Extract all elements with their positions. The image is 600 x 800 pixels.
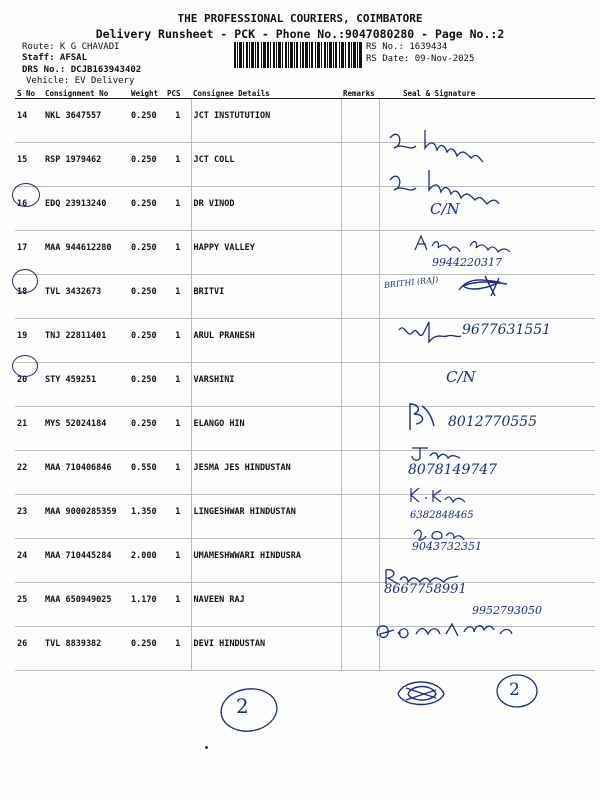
cell-sno: 20 xyxy=(15,363,43,407)
col-header-remarks: Remarks xyxy=(341,88,379,99)
company-title: THE PROFESSIONAL COURIERS, COIMBATORE xyxy=(177,12,423,25)
col-header-consignment: Consignment No xyxy=(43,88,129,99)
cell-sno: 17 xyxy=(15,231,43,275)
circled-count-left xyxy=(218,686,280,734)
count-left-number: 2 xyxy=(236,694,249,718)
signature-drawing xyxy=(408,442,468,462)
ink-dot xyxy=(205,746,208,749)
cell-pcs: 1 xyxy=(165,187,191,231)
cell-consignee: JCT INSTUTUTION xyxy=(191,99,341,143)
signature-drawing xyxy=(455,272,525,300)
cell-consignment: MAA 9000285359 xyxy=(43,495,129,539)
col-header-pcs: PCS xyxy=(165,88,191,99)
stamp-scribble xyxy=(392,676,452,710)
cell-weight: 0.250 xyxy=(129,187,165,231)
cell-remarks xyxy=(341,319,379,363)
cell-pcs: 1 xyxy=(165,99,191,143)
cell-consignee: LINGESHWAR HINDUSTAN xyxy=(191,495,341,539)
cell-pcs: 1 xyxy=(165,407,191,451)
cell-pcs: 1 xyxy=(165,231,191,275)
cell-consignee: UMAMESHWWARI HINDUSRA xyxy=(191,539,341,583)
cell-sno: 26 xyxy=(15,627,43,671)
rs-number: RS No.: 1639434 xyxy=(366,42,448,52)
cell-consignment: TVL 3432673 xyxy=(43,275,129,319)
cell-consignee: HAPPY VALLEY xyxy=(191,231,341,275)
table-row xyxy=(15,539,595,583)
cell-consignment: MYS 52024184 xyxy=(43,407,129,451)
handwritten-phone: 6382848465 xyxy=(410,510,474,521)
col-header-consignee: Consignee Details xyxy=(191,88,341,99)
vehicle-label: Vehicle: EV Delivery xyxy=(26,76,135,86)
signature-drawing xyxy=(405,486,475,504)
cell-pcs: 1 xyxy=(165,495,191,539)
cell-consignee: ELANGO HIN xyxy=(191,407,341,451)
cell-remarks xyxy=(341,187,379,231)
cell-weight: 2.000 xyxy=(129,539,165,583)
cell-sno: 21 xyxy=(15,407,43,451)
cell-remarks xyxy=(341,143,379,187)
staff-label: Staff: AFSAL xyxy=(22,53,88,63)
handwritten-cn-note: C/N xyxy=(446,368,476,386)
cell-weight: 0.250 xyxy=(129,363,165,407)
table-header-row xyxy=(15,88,595,99)
cell-consignment: NKL 3647557 xyxy=(43,99,129,143)
col-header-sno: S No xyxy=(15,88,43,99)
cell-weight: 1.170 xyxy=(129,583,165,627)
cell-remarks xyxy=(341,231,379,275)
cell-remarks xyxy=(341,495,379,539)
cell-consignment: MAA 944612280 xyxy=(43,231,129,275)
drs-number: DRS No.: DCJB163943402 xyxy=(22,65,142,75)
count-right-number: 2 xyxy=(509,680,520,700)
handwritten-phone: 8078149747 xyxy=(408,462,498,478)
signature-drawing xyxy=(410,232,550,256)
cell-sno: 23 xyxy=(15,495,43,539)
handwritten-phone: 9043732351 xyxy=(412,540,482,553)
col-header-weight: Weight xyxy=(129,88,165,99)
sno-circle-mark xyxy=(12,269,38,293)
cell-consignee: NAVEEN RAJ xyxy=(191,583,341,627)
sno-circle-mark xyxy=(12,355,38,377)
barcode-image xyxy=(234,42,362,68)
cell-remarks xyxy=(341,451,379,495)
signature-drawing xyxy=(372,618,522,646)
cell-consignment: MAA 710406846 xyxy=(43,451,129,495)
cell-weight: 0.250 xyxy=(129,231,165,275)
cell-sno: 16 xyxy=(15,187,43,231)
table-row xyxy=(15,451,595,495)
cell-consignee: VARSHINI xyxy=(191,363,341,407)
col-header-signature: Seal & Signature xyxy=(379,88,595,99)
cell-pcs: 1 xyxy=(165,451,191,495)
cell-sno: 25 xyxy=(15,583,43,627)
cell-remarks xyxy=(341,275,379,319)
cell-consignment: RSP 1979462 xyxy=(43,143,129,187)
handwritten-phone: 8012770555 xyxy=(448,414,538,430)
rs-date: RS Date: 09-Nov-2025 xyxy=(366,54,475,64)
handwritten-cn-note: C/N xyxy=(430,200,460,218)
cell-sno: 24 xyxy=(15,539,43,583)
cell-sno: 19 xyxy=(15,319,43,363)
cell-sno: 18 xyxy=(15,275,43,319)
route-label: Route: K G CHAVADI xyxy=(22,42,120,52)
cell-weight: 0.250 xyxy=(129,275,165,319)
cell-consignee: DR VINOD xyxy=(191,187,341,231)
signature-drawing xyxy=(385,162,545,202)
cell-pcs: 1 xyxy=(165,275,191,319)
signature-drawing xyxy=(402,400,442,434)
handwritten-britvi-note: BRITHI (RAJ) xyxy=(383,275,439,290)
signature-drawing xyxy=(395,316,465,344)
runsheet-subtitle: Delivery Runsheet - PCK - Phone No.:9047080280 - Page No.:2 xyxy=(95,27,505,41)
handwritten-phone: 9677631551 xyxy=(462,322,552,338)
cell-weight: 0.250 xyxy=(129,627,165,671)
table-row xyxy=(15,495,595,539)
cell-pcs: 1 xyxy=(165,539,191,583)
cell-remarks xyxy=(341,407,379,451)
cell-consignment: STY 459251 xyxy=(43,363,129,407)
cell-remarks xyxy=(341,363,379,407)
cell-consignment: MAA 710445284 xyxy=(43,539,129,583)
cell-consignee: JESMA JES HINDUSTAN xyxy=(191,451,341,495)
cell-consignee: ARUL PRANESH xyxy=(191,319,341,363)
cell-pcs: 1 xyxy=(165,319,191,363)
table-row xyxy=(15,363,595,407)
cell-consignment: TNJ 22811401 xyxy=(43,319,129,363)
cell-weight: 0.250 xyxy=(129,99,165,143)
cell-weight: 0.250 xyxy=(129,407,165,451)
cell-sno: 22 xyxy=(15,451,43,495)
cell-consignee: DEVI HINDUSTAN xyxy=(191,627,341,671)
cell-consignee: BRITVI xyxy=(191,275,341,319)
cell-pcs: 1 xyxy=(165,143,191,187)
signature-drawing xyxy=(385,120,535,160)
cell-weight: 0.250 xyxy=(129,319,165,363)
cell-consignee: JCT COLL xyxy=(191,143,341,187)
cell-remarks xyxy=(341,539,379,583)
cell-weight: 0.550 xyxy=(129,451,165,495)
cell-consignment: TVL 8839382 xyxy=(43,627,129,671)
cell-pcs: 1 xyxy=(165,627,191,671)
handwritten-phone: 8667758991 xyxy=(384,582,467,597)
cell-pcs: 1 xyxy=(165,583,191,627)
cell-remarks xyxy=(341,99,379,143)
cell-consignment: EDQ 23913240 xyxy=(43,187,129,231)
handwritten-phone: 9944220317 xyxy=(432,256,502,269)
cell-sno: 15 xyxy=(15,143,43,187)
cell-sno: 14 xyxy=(15,99,43,143)
handwritten-phone: 9952793050 xyxy=(472,604,542,617)
cell-weight: 0.250 xyxy=(129,143,165,187)
cell-consignment: MAA 650949025 xyxy=(43,583,129,627)
sno-circle-mark xyxy=(12,183,40,207)
cell-weight: 1.350 xyxy=(129,495,165,539)
cell-pcs: 1 xyxy=(165,363,191,407)
